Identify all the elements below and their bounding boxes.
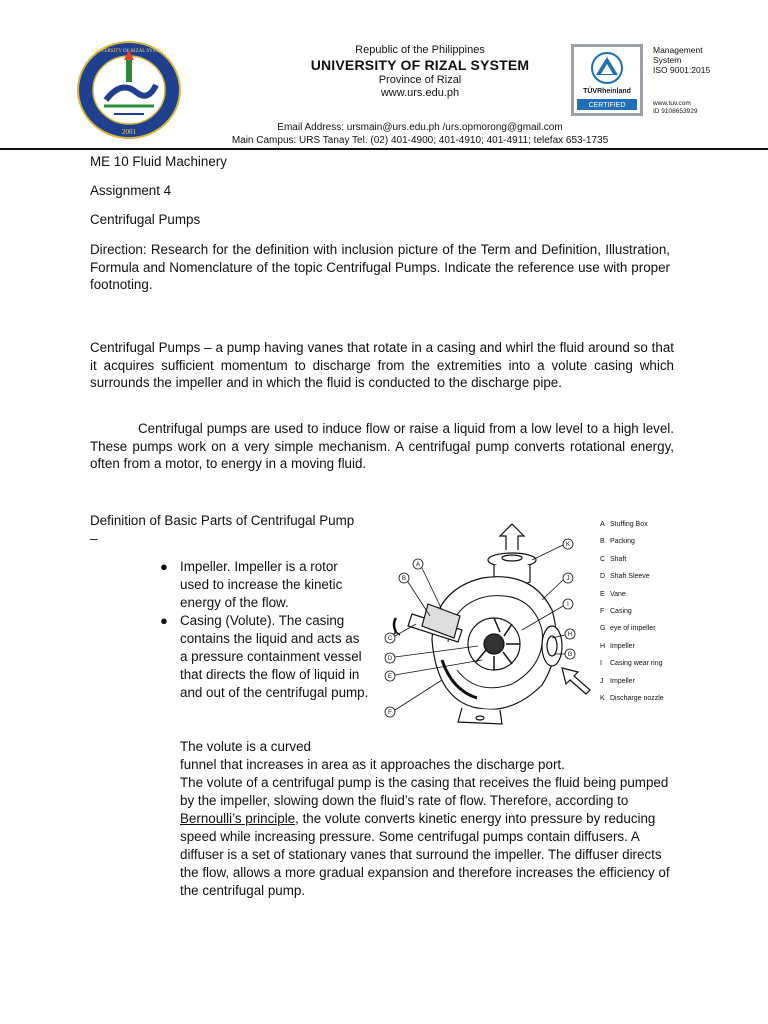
list-item bbox=[160, 558, 370, 612]
campus-line: Main Campus: URS Tanay Tel. (02) 401-4900; 401-4910; 401-4911; telefax 653-1735 bbox=[231, 135, 609, 146]
list-item bbox=[160, 612, 370, 702]
legend-item: B Packing bbox=[600, 538, 635, 546]
volute-text-after: , the volute converts kinetic energy into pressure by reducing speed while increasing pressure. Some centrifugal pumps contain diffusers. A diffuser is a set of stationary vanes that surround the impeller. The diffuser directs the flow, allows a more gradual expansion and therefore increases the efficiency of the centrifugal pump. bbox=[180, 811, 670, 898]
callout-d: D bbox=[387, 656, 393, 662]
legend-item: K Discharge nozzle bbox=[600, 695, 664, 703]
callout-g: G bbox=[567, 652, 573, 658]
cert-iso: ISO 9001:2015 bbox=[653, 65, 711, 75]
bullet-icon: ● bbox=[160, 613, 168, 628]
seal-text: UNIVERSITY OF RIZAL SYSTEM bbox=[91, 49, 167, 54]
cert-management: Management bbox=[653, 45, 703, 55]
callout-b: B bbox=[401, 576, 407, 582]
callout-i: I bbox=[567, 602, 569, 608]
legend-item: A Stuffing Box bbox=[600, 521, 648, 528]
assignment-title: Assignment 4 bbox=[90, 183, 172, 198]
tuv-brand-text: TÜVRheinland bbox=[583, 88, 631, 95]
callout-h: H bbox=[567, 632, 573, 638]
callout-c: C bbox=[387, 636, 393, 642]
bernoulli-link[interactable]: Bernoulli’s principle bbox=[180, 811, 296, 826]
parts-list bbox=[160, 558, 370, 702]
university-name: UNIVERSITY OF RIZAL SYSTEM bbox=[310, 57, 530, 73]
cert-system: System bbox=[653, 55, 682, 65]
volute-line-2: funnel that increases in area as it approaches the discharge port. bbox=[180, 757, 565, 772]
legend-item: H Impeller bbox=[600, 642, 635, 650]
callout-k: K bbox=[565, 542, 571, 548]
legend-item: D Shaft Sleeve bbox=[600, 573, 650, 581]
callout-f: F bbox=[388, 710, 392, 716]
website-line: www.urs.edu.ph bbox=[380, 87, 460, 99]
figure-legend bbox=[600, 516, 664, 707]
callout-a: A bbox=[415, 562, 421, 568]
volute-line-1: The volute is a curved bbox=[180, 739, 311, 754]
letterhead-contact bbox=[160, 121, 680, 147]
email-line: Email Address: ursmain@urs.edu.ph /urs.opmorong@gmail.com bbox=[277, 122, 563, 133]
legend-item: C Shaft bbox=[600, 555, 627, 563]
legend-item: G eye of impeller bbox=[600, 625, 656, 633]
bullet-icon: ● bbox=[160, 559, 168, 574]
definition-paragraph: Centrifugal Pumps – a pump having vanes that rotate in a casing and whirl the fluid around so that it acquires sufficient momentum to discharge from the extremities into a volute casing which surrounds the impeller and in which the fluid is conducted to the discharge pipe. bbox=[90, 340, 674, 391]
legend-item: F Casing bbox=[600, 608, 632, 616]
legend-item: J Impeller bbox=[600, 677, 635, 685]
usage-paragraph: Centrifugal pumps are used to induce flow or raise a liquid from a low level to a high level. These pumps work on a very simple mechanism. A centrifugal pump converts rotational energy, often from a motor, to energy in a moving fluid. bbox=[90, 421, 674, 472]
cert-url: www.tuv.com bbox=[653, 100, 691, 107]
callout-j: J bbox=[566, 576, 570, 582]
centrifugal-pump-illustration bbox=[382, 520, 592, 730]
casing-definition: Casing (Volute). The casing contains the liquid and acts as a pressure containment vessel that directs the flow of liquid in and out of the centrifugal pump. bbox=[180, 613, 369, 700]
topic-title: Centrifugal Pumps bbox=[90, 212, 201, 227]
seal-year: 2001 bbox=[122, 128, 136, 136]
certified-text: CERTIFIED bbox=[588, 102, 626, 109]
parts-heading: Definition of Basic Parts of Centrifugal Pump – bbox=[90, 513, 355, 546]
letterhead-divider bbox=[0, 148, 768, 150]
cert-id: ID 9108653929 bbox=[653, 108, 698, 115]
callout-e: E bbox=[387, 674, 393, 680]
province-line: Province of Rizal bbox=[378, 74, 462, 86]
legend-item: I Casing wear ring bbox=[600, 660, 663, 668]
legend-item: E Vane bbox=[600, 590, 626, 598]
tuv-certification-logo bbox=[571, 44, 643, 116]
course-title: ME 10 Fluid Machinery bbox=[90, 154, 227, 169]
direction-paragraph: Direction: Research for the definition with inclusion picture of the Term and Definition, Illustration, Formula and Nomenclature of the topic Centrifugal Pumps. Indicate the reference use with proper footnoting. bbox=[90, 242, 670, 293]
republic-line: Republic of the Philippines bbox=[355, 44, 485, 56]
volute-paragraph bbox=[180, 774, 676, 900]
management-system-block bbox=[653, 45, 710, 116]
volute-text-before: The volute of a centrifugal pump is the casing that receives the fluid being pumped by the impeller, slowing down the fluid’s rate of flow. Therefore, according to bbox=[180, 775, 669, 808]
impeller-definition: Impeller. Impeller is a rotor used to increase the kinetic energy of the flow. bbox=[180, 559, 343, 610]
